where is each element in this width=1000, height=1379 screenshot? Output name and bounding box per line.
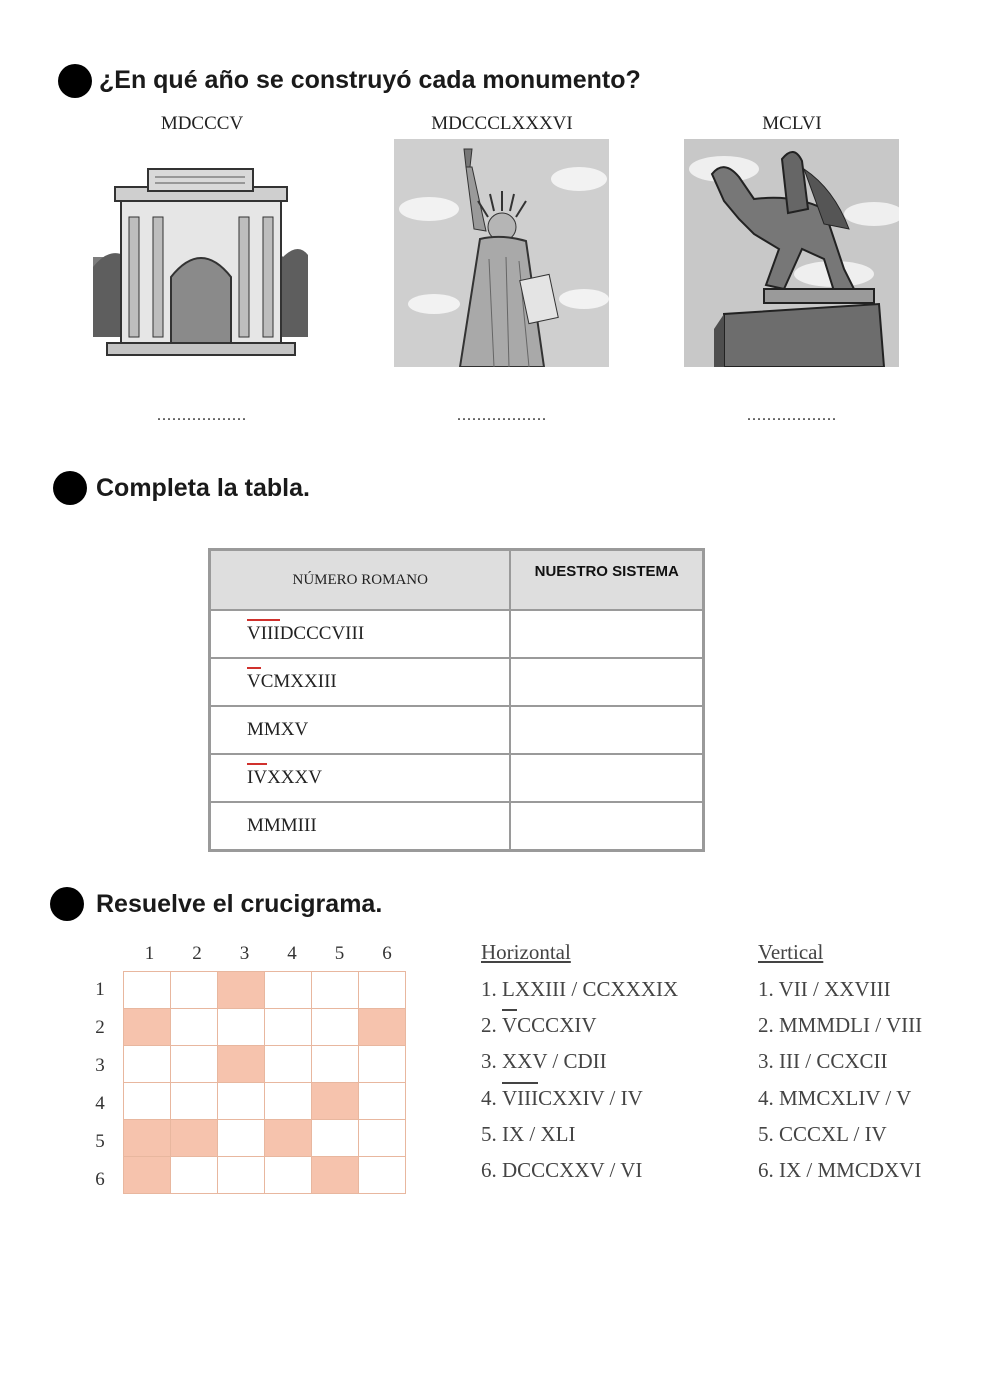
clue-item <box>481 1049 678 1085</box>
roman-table <box>208 548 705 852</box>
crossword-cell[interactable] <box>218 1120 265 1157</box>
clue-number: 5. <box>758 1121 774 1146</box>
answer-cell[interactable] <box>510 706 703 754</box>
overlined-numeral: V <box>247 671 261 692</box>
clue-item <box>758 1086 922 1122</box>
table-row <box>210 658 704 706</box>
crossword-cell[interactable] <box>312 1046 359 1083</box>
answer-cell[interactable] <box>510 658 703 706</box>
crossword-cell[interactable] <box>359 1157 406 1194</box>
crossword-cell[interactable] <box>218 1083 265 1120</box>
crossword-grid <box>123 971 406 1194</box>
crossword-cell-shaded <box>218 1046 265 1083</box>
crossword-cell-shaded <box>171 1120 218 1157</box>
header-roman: NÚMERO ROMANO <box>210 550 511 611</box>
numeral-text: XXXV <box>267 767 322 788</box>
crossword-row <box>124 1009 406 1046</box>
equestrian-statue-image <box>684 139 899 367</box>
clue-number: 1. <box>481 977 497 1001</box>
crossword-cell[interactable] <box>312 1120 359 1157</box>
clue-number: 6. <box>481 1157 497 1182</box>
monument-year-roman: MCLVI <box>762 113 822 134</box>
overlined-numeral: VIII <box>247 623 280 644</box>
roman-cell <box>210 802 511 851</box>
horizontal-clues-title: Horizontal <box>481 940 571 964</box>
clue-text: CCCXIV <box>517 1013 597 1038</box>
clue-text: CCCXL / IV <box>779 1121 887 1146</box>
clue-text: CXXIV / IV <box>538 1085 643 1110</box>
clue-item <box>481 1122 678 1158</box>
answer-cell[interactable] <box>510 610 703 658</box>
roman-cell <box>210 658 511 706</box>
clue-number: 4. <box>481 1085 497 1110</box>
clue-number: 1. <box>758 977 774 1001</box>
crossword-cell-shaded <box>124 1157 171 1194</box>
crossword-row <box>124 1120 406 1157</box>
clue-item <box>758 1049 922 1085</box>
clue-item <box>758 1122 922 1158</box>
clue-text: DCCCXXV / VI <box>502 1157 643 1182</box>
crossword-cell[interactable] <box>312 972 359 1009</box>
clue-item <box>758 1158 922 1194</box>
crossword-cell[interactable] <box>171 1083 218 1120</box>
clue-item <box>758 1013 922 1049</box>
clue-number: 2. <box>758 1013 774 1038</box>
overlined-numeral: V <box>502 1013 518 1038</box>
monument-year-roman: MDCCCV <box>160 113 244 134</box>
crossword-cell-shaded <box>124 1009 171 1046</box>
crossword-cell[interactable] <box>218 1157 265 1194</box>
answer-blank[interactable]: .................. <box>157 407 247 424</box>
row-number: 4 <box>95 1093 105 1114</box>
crossword-cell[interactable] <box>359 1120 406 1157</box>
clue-number: 3. <box>758 1049 774 1074</box>
crossword-cell[interactable] <box>124 972 171 1009</box>
roman-cell <box>210 610 511 658</box>
row-number: 6 <box>95 1169 105 1190</box>
crossword-cell[interactable] <box>171 972 218 1009</box>
clue-item <box>481 1158 678 1194</box>
table-row <box>210 610 704 658</box>
vertical-clues <box>758 977 922 1194</box>
monument-year-roman: MDCCCLXXXVI <box>431 113 573 134</box>
crossword-cell[interactable] <box>124 1046 171 1083</box>
section-bullet <box>58 64 92 98</box>
column-number: 4 <box>287 943 297 964</box>
section-bullet <box>53 471 87 505</box>
crossword-cell[interactable] <box>359 1083 406 1120</box>
vertical-clues-title: Vertical <box>758 940 824 964</box>
crossword-cell[interactable] <box>171 1009 218 1046</box>
statue-of-liberty-image <box>394 139 609 367</box>
crossword-cell[interactable] <box>265 972 312 1009</box>
row-number: 5 <box>95 1131 105 1152</box>
clue-number: 2. <box>481 1013 497 1038</box>
section-title-crossword: Resuelve el crucigrama. <box>96 890 383 918</box>
answer-cell[interactable] <box>510 754 703 802</box>
crossword-cell[interactable] <box>171 1046 218 1083</box>
clue-item <box>481 977 678 1013</box>
roman-cell <box>210 754 511 802</box>
column-number: 3 <box>239 943 250 964</box>
crossword-cell[interactable] <box>218 1009 265 1046</box>
overlined-numeral: IV <box>247 767 268 788</box>
overlined-numeral: VIII <box>502 1085 539 1110</box>
clue-number: 4. <box>758 1085 774 1110</box>
numeral-text: MMXV <box>247 719 309 740</box>
clue-text: IX / XLI <box>502 1121 576 1146</box>
clue-item <box>481 1013 678 1049</box>
clue-text: MMCXLIV / V <box>779 1085 912 1110</box>
numeral-text: DCCCVIII <box>279 623 365 644</box>
table-row <box>210 802 704 851</box>
triumphal-arch-image <box>93 147 308 375</box>
clue-text: III / CCXCII <box>779 1049 888 1074</box>
crossword-row <box>124 972 406 1009</box>
section-bullet <box>50 887 84 921</box>
crossword-cell[interactable] <box>265 1009 312 1046</box>
horizontal-clues <box>481 977 678 1194</box>
answer-cell[interactable] <box>510 802 703 851</box>
row-number: 1 <box>95 979 105 1000</box>
crossword-cell[interactable] <box>359 972 406 1009</box>
answer-blank[interactable]: .................. <box>457 407 547 424</box>
crossword-row <box>124 1157 406 1194</box>
crossword-cell[interactable] <box>124 1083 171 1120</box>
crossword-column-numbers <box>126 943 414 967</box>
crossword-cell[interactable] <box>171 1157 218 1194</box>
numeral-text: MMMIII <box>247 815 317 836</box>
table-row <box>210 706 704 754</box>
column-number: 5 <box>334 943 345 964</box>
crossword-row <box>124 1046 406 1083</box>
row-number: 2 <box>95 1017 105 1038</box>
clue-text: VII / XXVIII <box>778 977 891 1001</box>
crossword-cell-shaded <box>312 1157 359 1194</box>
crossword-cell-shaded <box>124 1120 171 1157</box>
crossword-row <box>124 1083 406 1120</box>
clue-number: 6. <box>758 1157 774 1182</box>
header-ours: NUESTRO SISTEMA <box>510 550 703 611</box>
row-number: 3 <box>95 1055 105 1076</box>
roman-cell <box>210 706 511 754</box>
crossword-cell[interactable] <box>265 1083 312 1120</box>
clue-number: 3. <box>481 1049 497 1074</box>
section-title-table: Completa la tabla. <box>96 474 310 502</box>
crossword-cell-shaded <box>312 1083 359 1120</box>
crossword-cell[interactable] <box>312 1009 359 1046</box>
crossword-cell[interactable] <box>359 1046 406 1083</box>
crossword-cell-shaded <box>265 1120 312 1157</box>
column-number: 1 <box>144 943 155 964</box>
crossword-cell[interactable] <box>265 1157 312 1194</box>
clue-text: XXV / CDII <box>502 1049 607 1074</box>
clue-text: MMMDLI / VIII <box>779 1013 923 1038</box>
crossword-cell[interactable] <box>265 1046 312 1083</box>
crossword-cell-shaded <box>218 972 265 1009</box>
column-number: 6 <box>382 943 392 964</box>
column-number: 2 <box>192 943 202 964</box>
clue-item <box>481 1086 678 1122</box>
answer-blank[interactable]: .................. <box>747 407 837 424</box>
crossword-cell-shaded <box>359 1009 406 1046</box>
clue-text: IX / MMCDXVI <box>779 1157 922 1182</box>
clue-item <box>758 977 922 1013</box>
table-row <box>210 754 704 802</box>
clue-text: LXXIII / CCXXXIX <box>502 977 679 1001</box>
clue-number: 5. <box>481 1121 497 1146</box>
numeral-text: CMXXIII <box>260 671 337 692</box>
section-title-monuments: ¿En qué año se construyó cada monumento? <box>99 66 641 94</box>
